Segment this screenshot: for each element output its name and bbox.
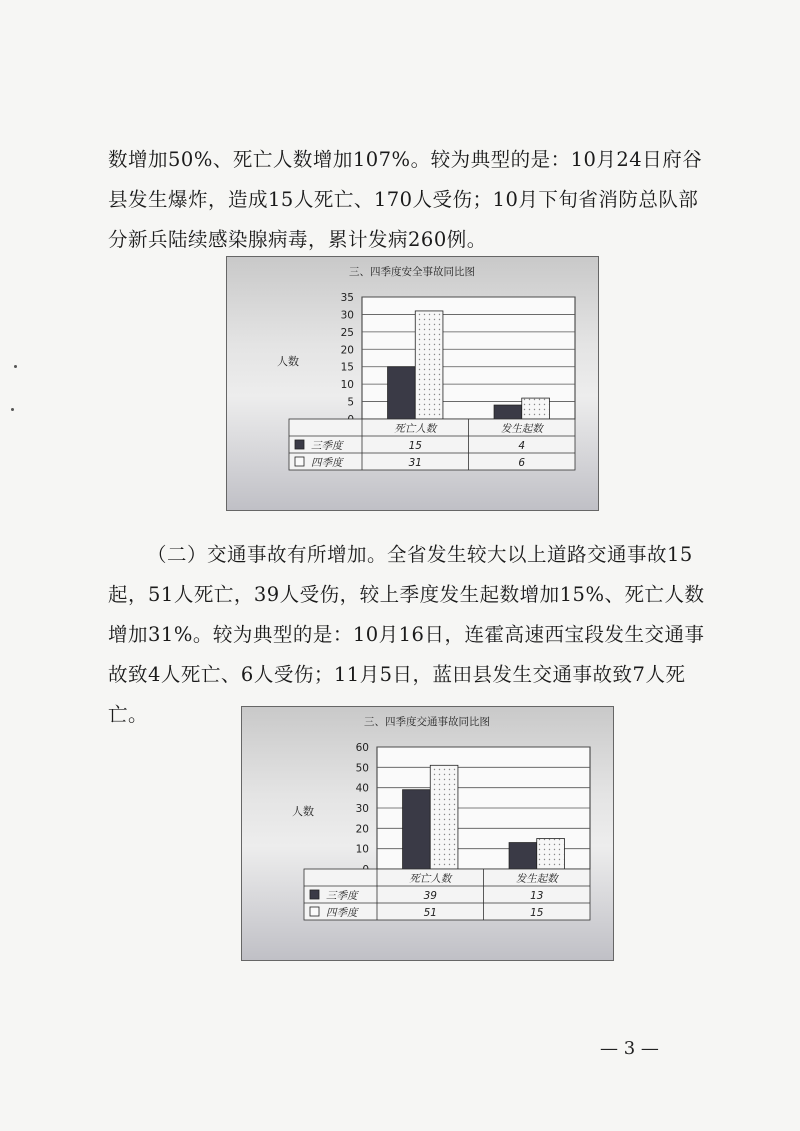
- scan-mark: [14, 365, 17, 368]
- chart-title: 三、四季度安全事故同比图: [349, 266, 475, 278]
- chart-traffic-accidents: [241, 706, 614, 961]
- chart-traffic-accidents-svg: [242, 707, 613, 960]
- bar: [388, 367, 416, 419]
- bar: [415, 311, 443, 419]
- legend-label: 三季度: [326, 890, 358, 902]
- data-label: 13: [530, 890, 544, 902]
- y-tick-label: 30: [355, 803, 369, 815]
- y-tick-label: 10: [340, 379, 354, 392]
- data-label: 51: [423, 907, 437, 919]
- legend-swatch: [295, 457, 304, 466]
- y-tick-label: 25: [340, 326, 354, 339]
- y-tick-label: 20: [355, 823, 369, 836]
- y-tick-label: 30: [340, 309, 354, 322]
- y-tick-label: 20: [340, 344, 354, 357]
- y-tick-label: 5: [347, 396, 354, 409]
- data-label: 39: [423, 890, 437, 902]
- y-tick-label: 15: [340, 361, 354, 374]
- category-label: 死亡人数: [394, 423, 437, 435]
- paragraph-safety-accidents: 数增加50%、死亡人数增加107%。较为典型的是：10月24日府谷县发生爆炸，造成15人死亡、170人受伤；10月下旬省消防总队部分新兵陆续感染腺病毒，累计发病260例。: [108, 148, 703, 251]
- legend-label: 四季度: [326, 907, 358, 919]
- page-number: — 3 —: [600, 1038, 659, 1059]
- legend-label: 三季度: [311, 440, 343, 452]
- legend-swatch: [310, 890, 319, 899]
- chart-title: 三、四季度交通事故同比图: [364, 716, 490, 728]
- bar: [509, 843, 537, 869]
- bar: [522, 398, 550, 419]
- scan-mark: [11, 408, 14, 411]
- bar: [430, 765, 458, 869]
- y-axis-label: 人数: [277, 355, 299, 368]
- chart-safety-accidents-svg: [227, 257, 598, 510]
- y-tick-label: 50: [355, 762, 369, 775]
- legend-swatch: [310, 907, 319, 916]
- data-label: 4: [518, 440, 526, 452]
- category-label: 死亡人数: [409, 873, 452, 885]
- category-label: 发生起数: [515, 873, 558, 885]
- y-tick-label: 35: [340, 292, 354, 304]
- data-label: 15: [530, 907, 544, 919]
- bar: [494, 405, 522, 419]
- y-tick-label: 60: [355, 742, 369, 754]
- bar: [537, 839, 565, 870]
- bar: [403, 790, 431, 869]
- chart-safety-accidents: [226, 256, 599, 511]
- data-label: 15: [408, 440, 422, 452]
- y-tick-label: 10: [355, 843, 369, 856]
- y-axis-label: 人数: [292, 805, 314, 818]
- data-label: 6: [518, 457, 526, 469]
- legend-label: 四季度: [311, 457, 343, 469]
- paragraph-traffic-accidents: （二）交通事故有所增加。全省发生较大以上道路交通事故15起，51人死亡，39人受伤，较上季度发生起数增加15%、死亡人数增加31%。较为典型的是：10月16日，连霍高速西宝段发生交通事故致4人死亡、6人受伤；11月5日，蓝田县发生交通事故致7人死亡。: [108, 543, 705, 726]
- data-label: 31: [408, 457, 422, 469]
- legend-swatch: [295, 440, 304, 449]
- y-tick-label: 40: [355, 782, 369, 795]
- category-label: 发生起数: [500, 423, 543, 435]
